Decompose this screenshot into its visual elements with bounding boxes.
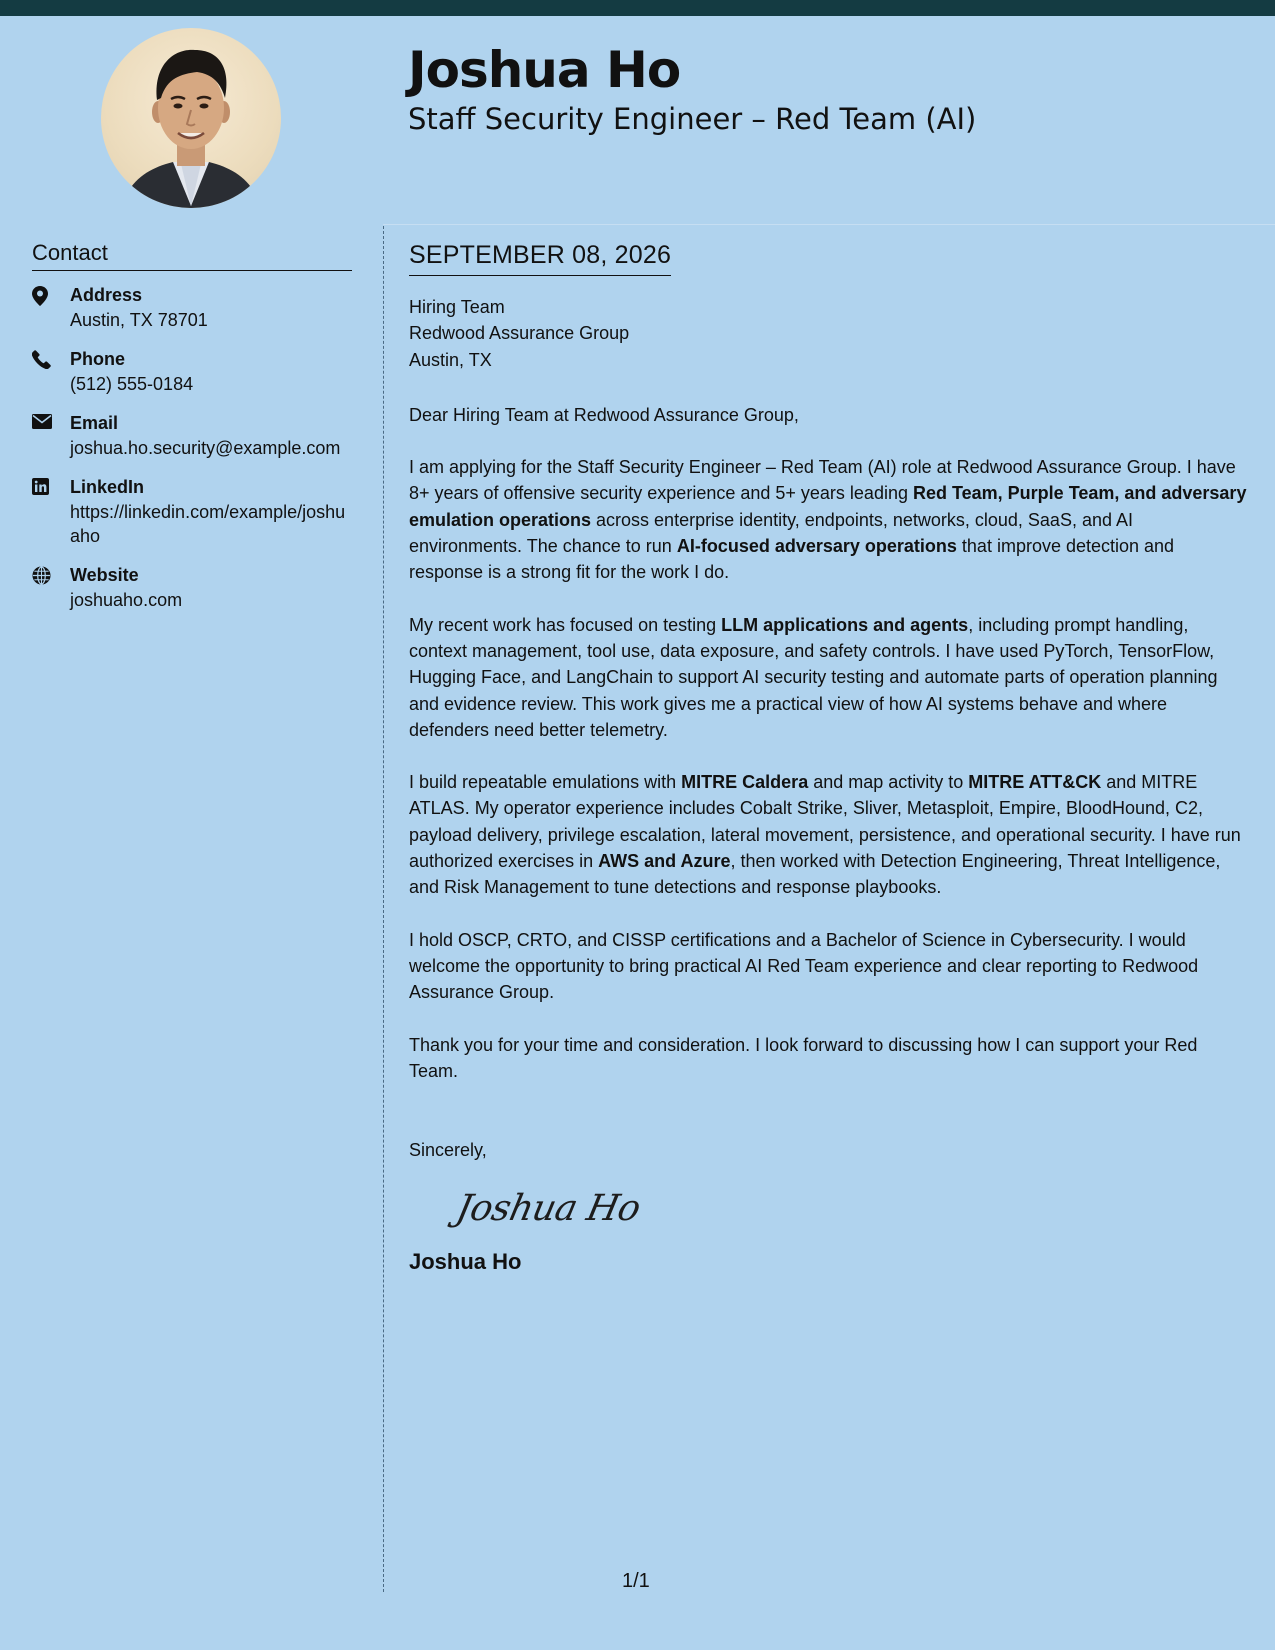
recipient-line: Austin, TX	[409, 349, 492, 370]
profile-photo	[101, 28, 281, 208]
text-run: My recent work has focused on testing	[409, 614, 722, 635]
text-run: , including prompt handling, context management, tool use, data exposure, and safety controls. I have used PyTorch, TensorFlow, Hugging Face, and LangChain to support AI security testing and automate parts of operation planning and evidence review. This work gives me a practical view of how AI systems behave and where defenders need better telemetry.	[409, 614, 1218, 740]
bold-text: AWS and Azure	[598, 851, 731, 872]
letter-paragraphs	[409, 454, 1249, 1084]
contact-label: Address	[70, 285, 143, 305]
contact-label: Email	[70, 413, 119, 433]
recipient-line: Redwood Assurance Group	[409, 323, 630, 344]
contact-item-phone	[32, 347, 352, 396]
letter-paragraph	[409, 454, 1249, 585]
applicant-name: Joshua Ho	[408, 41, 681, 99]
recipient-block	[409, 294, 1249, 373]
bold-text: MITRE Caldera	[681, 772, 809, 793]
contact-item-linkedin	[32, 475, 352, 548]
text-run: and map activity to	[808, 772, 969, 793]
globe-icon	[32, 563, 70, 585]
website-link[interactable]: joshuaho.com	[70, 590, 183, 610]
phone-icon	[32, 347, 70, 369]
salutation: Dear Hiring Team at Redwood Assurance Group,	[409, 404, 799, 425]
letter-paragraph	[409, 1032, 1249, 1085]
bold-text: MITRE ATT&CK	[968, 772, 1102, 793]
phone-value: (512) 555-0184	[70, 374, 194, 394]
text-run: and MITRE ATLAS. My operator experience includes Cobalt Strike, Sliver, Metasploit, Empire, BloodHound, C2, payload delivery, privilege escalation, lateral movement, persistence, and operational security. I have run authorized exercises in	[409, 772, 1241, 872]
letter-body	[409, 240, 1249, 1277]
bold-text: AI-focused adversary operations	[676, 536, 957, 557]
signer-name: Joshua Ho	[409, 1249, 522, 1275]
top-bar	[0, 0, 1275, 16]
text-run: across enterprise identity, endpoints, networks, cloud, SaaS, and AI environments. The chance to run	[409, 509, 1133, 557]
closing: Sincerely,	[409, 1140, 487, 1161]
linkedin-link[interactable]: https://linkedin.com/example/joshuaho	[70, 502, 346, 546]
address-value: Austin, TX 78701	[70, 310, 208, 330]
linkedin-icon	[32, 475, 70, 495]
header-divider	[383, 224, 1275, 225]
email-link[interactable]: joshua.ho.security@example.com	[70, 438, 341, 458]
contact-label: LinkedIn	[70, 477, 145, 497]
recipient-line: Hiring Team	[409, 297, 505, 317]
contact-item-address	[32, 283, 352, 332]
contact-label: Website	[70, 565, 139, 585]
page-number: 1/1	[622, 1570, 650, 1592]
avatar	[101, 28, 281, 208]
map-pin-icon	[32, 283, 70, 306]
contact-item-email	[32, 411, 352, 460]
contact-sidebar	[32, 240, 352, 627]
text-run: I build repeatable emulations with	[409, 772, 682, 793]
contact-heading: Contact	[32, 240, 352, 271]
letter-date: SEPTEMBER 08, 2026	[409, 240, 671, 276]
job-title: Staff Security Engineer – Red Team (AI)	[408, 102, 977, 136]
text-run: , then worked with Detection Engineering, Threat Intelligence, and Risk Management to tune detections and response playbooks.	[409, 851, 1221, 898]
signature: Joshua Ho	[452, 1188, 644, 1230]
letter-paragraph	[409, 769, 1249, 900]
text-run: that improve detection and response is a strong fit for the work I do.	[409, 536, 1175, 583]
contact-label: Phone	[70, 349, 126, 369]
letter-paragraph	[409, 612, 1249, 743]
text-run: Thank you for your time and consideration. I look forward to discussing how I can support your Red Team.	[409, 1034, 1198, 1081]
text-run: I am applying for the Staff Security Engineer – Red Team (AI) role at Redwood Assurance Group. I have 8+ years of offensive security experience and 5+ years leading	[409, 457, 1236, 504]
bold-text: Red Team, Purple Team, and adversary emulation operations	[409, 483, 1247, 530]
column-divider	[383, 226, 384, 1592]
text-run: I hold OSCP, CRTO, and CISSP certifications and a Bachelor of Science in Cybersecurity. I would welcome the opportunity to bring practical AI Red Team experience and clear reporting to Redwood Assurance Group.	[409, 929, 1199, 1003]
bold-text: LLM applications and agents	[721, 614, 969, 635]
letter-paragraph	[409, 927, 1249, 1006]
envelope-icon	[32, 411, 70, 429]
contact-item-website	[32, 563, 352, 612]
